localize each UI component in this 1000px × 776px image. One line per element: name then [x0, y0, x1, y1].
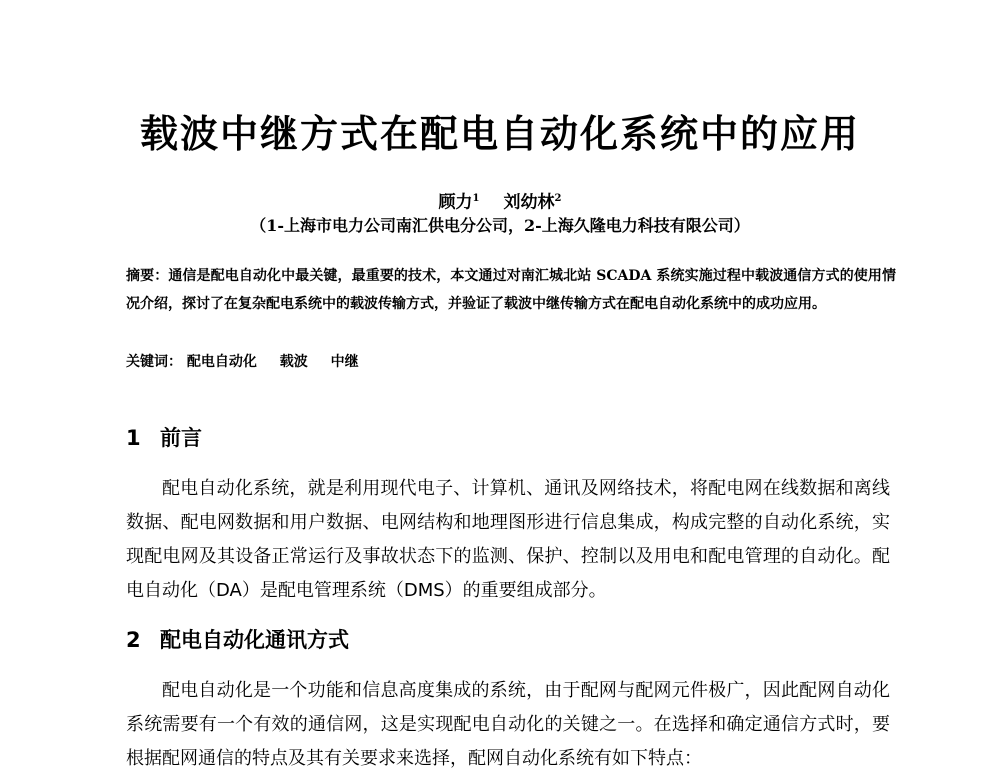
section-paragraph: 配电自动化系统，就是利用现代电子、计算机、通讯及网络技术，将配电网在线数据和离线数据、配电网数据和用户数据、电网结构和地理图形进行信息集成，构成完整的自动化系统，实现配电网及其设备正常运行及事故状态下的监测、保护、控制以及用电和配电管理的自动化。配电自动化（DA）是配电管理系统（DMS）的重要组成部分。	[126, 478, 890, 601]
keywords-label: 关键词：	[126, 354, 182, 370]
author-line	[0, 188, 1000, 214]
author-superscript: 1	[472, 193, 480, 204]
abstract	[126, 262, 896, 318]
keywords	[126, 350, 896, 374]
section-heading	[126, 626, 349, 654]
abstract-label: 摘要：	[126, 268, 169, 284]
abstract-text: 通信是配电自动化中最关键，最重要的技术，本文通过对南汇城北站 SCADA 系统实施过程中载波通信方式的使用情况介绍，探讨了在复杂配电系统中的载波传输方式，并验证了载波中继传输方式在配电自动化系统中的成功应用。	[126, 268, 896, 312]
paper-title: 载波中继方式在配电自动化系统中的应用	[139, 112, 860, 156]
keyword-item: 配电自动化	[186, 354, 257, 370]
section-heading	[126, 424, 202, 452]
keyword-item: 中继	[330, 354, 359, 370]
author-name: 顾力	[438, 192, 473, 213]
section-title: 配电自动化通讯方式	[160, 628, 349, 652]
section-number: 1	[126, 426, 141, 450]
section-title: 前言	[160, 426, 202, 450]
author-superscript: 2	[554, 193, 562, 204]
section-number: 2	[126, 628, 141, 652]
section-paragraph: 配电自动化是一个功能和信息高度集成的系统，由于配网与配网元件极广，因此配网自动化系统需要有一个有效的通信网，这是实现配电自动化的关键之一。在选择和确定通信方式时，要根据配网通信的特点及其有关要求来选择，配网自动化系统有如下特点：	[126, 680, 890, 769]
affiliation: （1-上海市电力公司南汇供电分公司，2-上海久隆电力科技有限公司）	[250, 216, 750, 235]
keyword-item: 载波	[279, 354, 308, 370]
author-name: 刘幼林	[503, 192, 555, 213]
